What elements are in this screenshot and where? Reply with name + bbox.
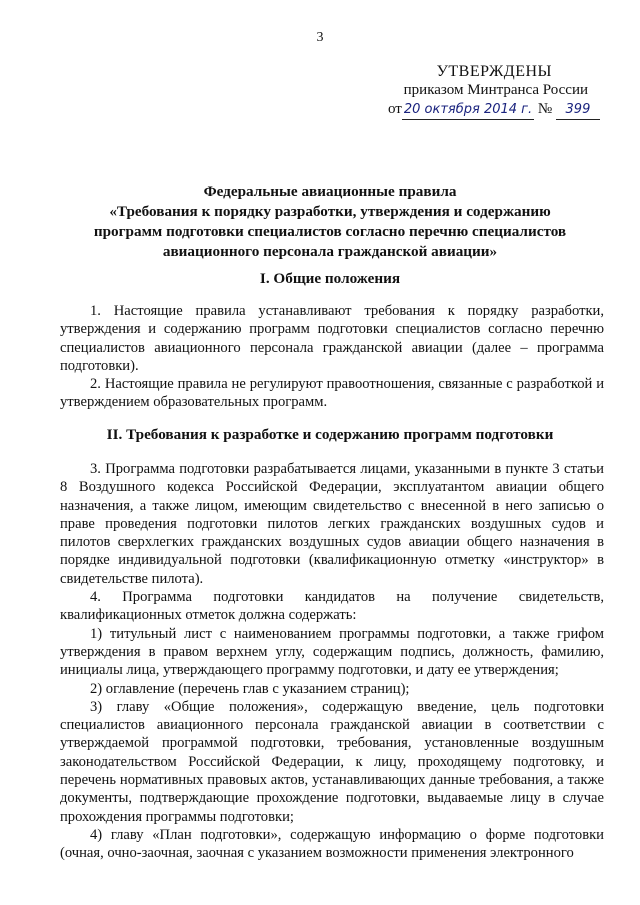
document-title-line: авиационного персонала гражданской авиации»	[162, 243, 498, 260]
approval-order-line	[388, 100, 591, 120]
page-number: 3	[316, 30, 324, 45]
paragraph: 2. Настоящие правила не регулируют правоотношения, связанные с разработкой и утверждением образовательных программ.	[60, 376, 604, 411]
list-item: 1) титульный лист с наименованием программы подготовки, а также грифом утверждения в правом верхнем углу, содержащим подпись, должность, фамилию, инициалы лица, утверждающего программу подготовки, и дату ее утверждения;	[60, 625, 604, 679]
handwritten-order-number: 399	[556, 100, 600, 120]
document-title-line: программ подготовки специалистов согласно перечню специалистов	[93, 223, 567, 240]
list-item: 2) оглавление (перечень глав с указанием страниц);	[90, 680, 410, 697]
document-title-line: «Требования к порядку разработки, утверждения и содержанию	[109, 203, 551, 220]
document-title	[60, 182, 600, 262]
approval-from-label: от	[388, 101, 402, 117]
section-heading-general: I. Общие положения	[259, 270, 401, 287]
paragraph: 3. Программа подготовки разрабатывается лицами, указанными в пункте 3 статьи 8 Воздушного кодекса Российской Федерации, эксплуатантом авиации общего назначения, а также лицом, имеющим свидетельство с внесенной в него записью о праве проведения подготовки пилотов легких гражданских воздушных судов и пилотов сверхлегких гражданских воздушных судов авиации общего назначения в порядке индивидуальной подготовки (квалификационную отметку «инструктор» в свидетельстве пилота).	[60, 461, 604, 587]
handwritten-date: 20 октября 2014 г.	[402, 100, 534, 120]
approval-title: УТВЕРЖДЕНЫ	[436, 63, 552, 80]
document-title-line: Федеральные авиационные правила	[203, 183, 457, 200]
approval-number-label: №	[537, 101, 553, 117]
list-item: 4) главу «План подготовки», содержащую информацию о форме подготовки (очная, очно-заочная, заочная с указанием возможности применения электронного	[60, 826, 604, 862]
section-requirements-body	[60, 460, 604, 863]
paragraph: 1. Настоящие правила устанавливают требования к порядку разработки, утверждения и содержанию программ подготовки специалистов согласно перечню специалистов авиационного персонала гражданской авиации (далее – программа подготовки).	[60, 303, 604, 374]
section-heading-requirements: II. Требования к разработке и содержанию программ подготовки	[106, 426, 554, 443]
approval-order-text: приказом Минтранса России	[403, 82, 588, 98]
section-general-body	[60, 302, 604, 412]
approval-stamp	[388, 62, 591, 120]
list-item: 3) главу «Общие положения», содержащую введение, цель подготовки специалистов авиационного персонала гражданской авиации в соответствии с утверждаемой программой подготовки, требования, установленные воздушным законодательством Российской Федерации, к лицу, проходящему подготовку, и перечень нормативных правовых актов, устанавливающих данные требования, а также документы, подтверждающие прохождение подготовки, выдаваемые лицу в случае прохождения программы подготовки;	[60, 698, 604, 825]
paragraph: 4. Программа подготовки кандидатов на получение свидетельств, квалификационных отметок должна содержать:	[60, 589, 604, 624]
